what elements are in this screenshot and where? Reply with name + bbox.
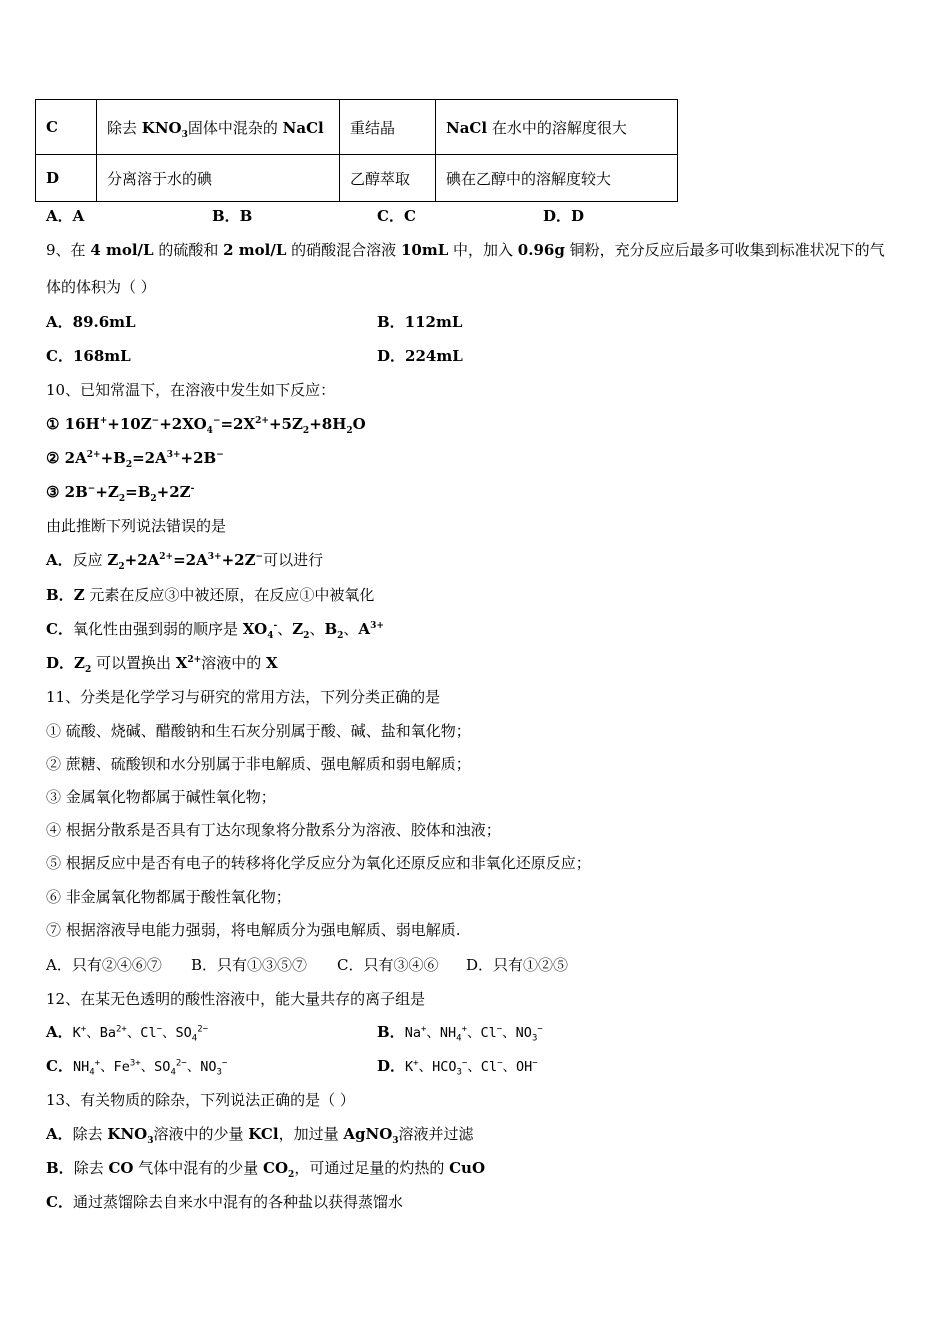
choice-b[interactable]: B．Na+、$NH_4^+$、Cl−、$NO_3^-$ (377, 1023, 543, 1044)
choice-c[interactable]: C．氧化性由强到弱的顺序是 $XO_4^-$、$Z_2$、$B_2$、$A^{3+}$ (46, 620, 384, 641)
choice-a[interactable]: A．反应 $Z_2+2A^{2+}=2A^{3+}+2Z^-$可以进行 (46, 551, 324, 572)
choice-a[interactable]: A．K+、$Ba^{2+}$、Cl−、$SO_4^{2-}$ (46, 1023, 209, 1044)
choice-a[interactable]: A．只有②④⑥⑦ (46, 956, 162, 974)
choice-d[interactable]: D．K+、$HCO_3^-$、Cl−、OH− (377, 1057, 538, 1078)
choice-d[interactable]: D．只有①②⑤ (466, 956, 569, 974)
list-item: ① 硫酸、烧碱、醋酸钠和生石灰分别属于酸、碱、盐和氧化物； (46, 722, 471, 740)
choice-b[interactable]: B．只有①③⑤⑦ (191, 956, 308, 974)
choice-c[interactable]: C．通过蒸馏除去自来水中混有的各种盐以获得蒸馏水 (46, 1193, 403, 1211)
question-9-stem-line2: 体的体积为（ ） (46, 278, 156, 296)
choice-c[interactable]: C．C (377, 207, 416, 225)
experiment-table (35, 99, 678, 202)
question-10-ask: 由此推断下列说法错误的是 (46, 517, 227, 535)
reaction-2: ② $2A^{2+}+B_2=2A^{3+}+2B^-$ (46, 449, 224, 470)
choice-c[interactable]: C．168mL (46, 347, 131, 365)
reason-cell: 碘在乙醇中的溶解度较大 (436, 155, 678, 202)
question-13-stem: 13、有关物质的除杂，下列说法正确的是（ ） (46, 1091, 355, 1109)
choice-a[interactable]: A．89.6mL (46, 313, 136, 331)
choice-c[interactable]: C．只有③④⑥ (337, 956, 439, 974)
question-12-stem: 12、在某无色透明的酸性溶液中，能大量共存的离子组是 (46, 990, 426, 1008)
method-cell: 乙醇萃取 (340, 155, 436, 202)
question-9-stem: 9、在 4 mol/L 的硫酸和 2 mol/L 的硝酸混合溶液 10mL 中，加入 0.96g 铜粉，充分反应后最多可收集到标准状况下的气 (46, 241, 885, 259)
operation-cell: 分离溶于水的碘 (97, 155, 340, 202)
choice-b[interactable]: B．B (212, 207, 253, 225)
reaction-3: ③ $2B^-+Z_2=B_2+2Z^-$ (46, 483, 195, 504)
choice-d[interactable]: D．$Z_2$ 可以置换出 $X^{2+}$溶液中的 X (46, 654, 278, 675)
list-item: ⑦ 根据溶液导电能力强弱，将电解质分为强电解质、弱电解质. (46, 921, 461, 939)
list-item: ② 蔗糖、硫酸钡和水分别属于非电解质、强电解质和弱电解质； (46, 755, 471, 773)
list-item: ⑥ 非金属氧化物都属于酸性氧化物； (46, 888, 291, 906)
choice-b[interactable]: B．Z 元素在反应③中被还原，在反应①中被氧化 (46, 586, 375, 604)
choice-d[interactable]: D．D (543, 207, 585, 225)
table-row (36, 100, 678, 155)
question-10-stem: 10、已知常温下，在溶液中发生如下反应： (46, 381, 336, 399)
reason-cell: NaCl 在水中的溶解度很大 (436, 100, 678, 155)
method-cell: 重结晶 (340, 100, 436, 155)
choice-d[interactable]: D．224mL (377, 347, 463, 365)
reaction-1: ① $16H^++10Z^-+2XO_4^-=2X^{2+}+5Z_2+8H_2O$ (46, 415, 366, 436)
list-item: ⑤ 根据反应中是否有电子的转移将化学反应分为氧化还原反应和非氧化还原反应； (46, 854, 591, 872)
choice-b[interactable]: B．112mL (377, 313, 463, 331)
question-11-stem: 11、分类是化学学习与研究的常用方法，下列分类正确的是 (46, 688, 441, 706)
operation-cell: 除去 $KNO_3$固体中混杂的 NaCl (97, 100, 340, 155)
option-cell: D (36, 155, 97, 202)
list-item: ④ 根据分散系是否具有丁达尔现象将分散系分为溶液、胶体和浊液； (46, 821, 501, 839)
option-cell: C (36, 100, 97, 155)
choice-c[interactable]: C．$NH_4^+$、$Fe^{3+}$、$SO_4^{2-}$、$NO_3^-$ (46, 1057, 228, 1078)
table-row (36, 155, 678, 202)
list-item: ③ 金属氧化物都属于碱性氧化物； (46, 788, 276, 806)
choice-a[interactable]: A．A (46, 207, 85, 225)
choice-b[interactable]: B．除去 CO 气体中混有的少量 $CO_2$，可通过足量的灼热的 CuO (46, 1159, 486, 1180)
choice-a[interactable]: A．除去 $KNO_3$溶液中的少量 KCl，加过量 AgNO$_3$溶液并过滤 (46, 1125, 474, 1146)
